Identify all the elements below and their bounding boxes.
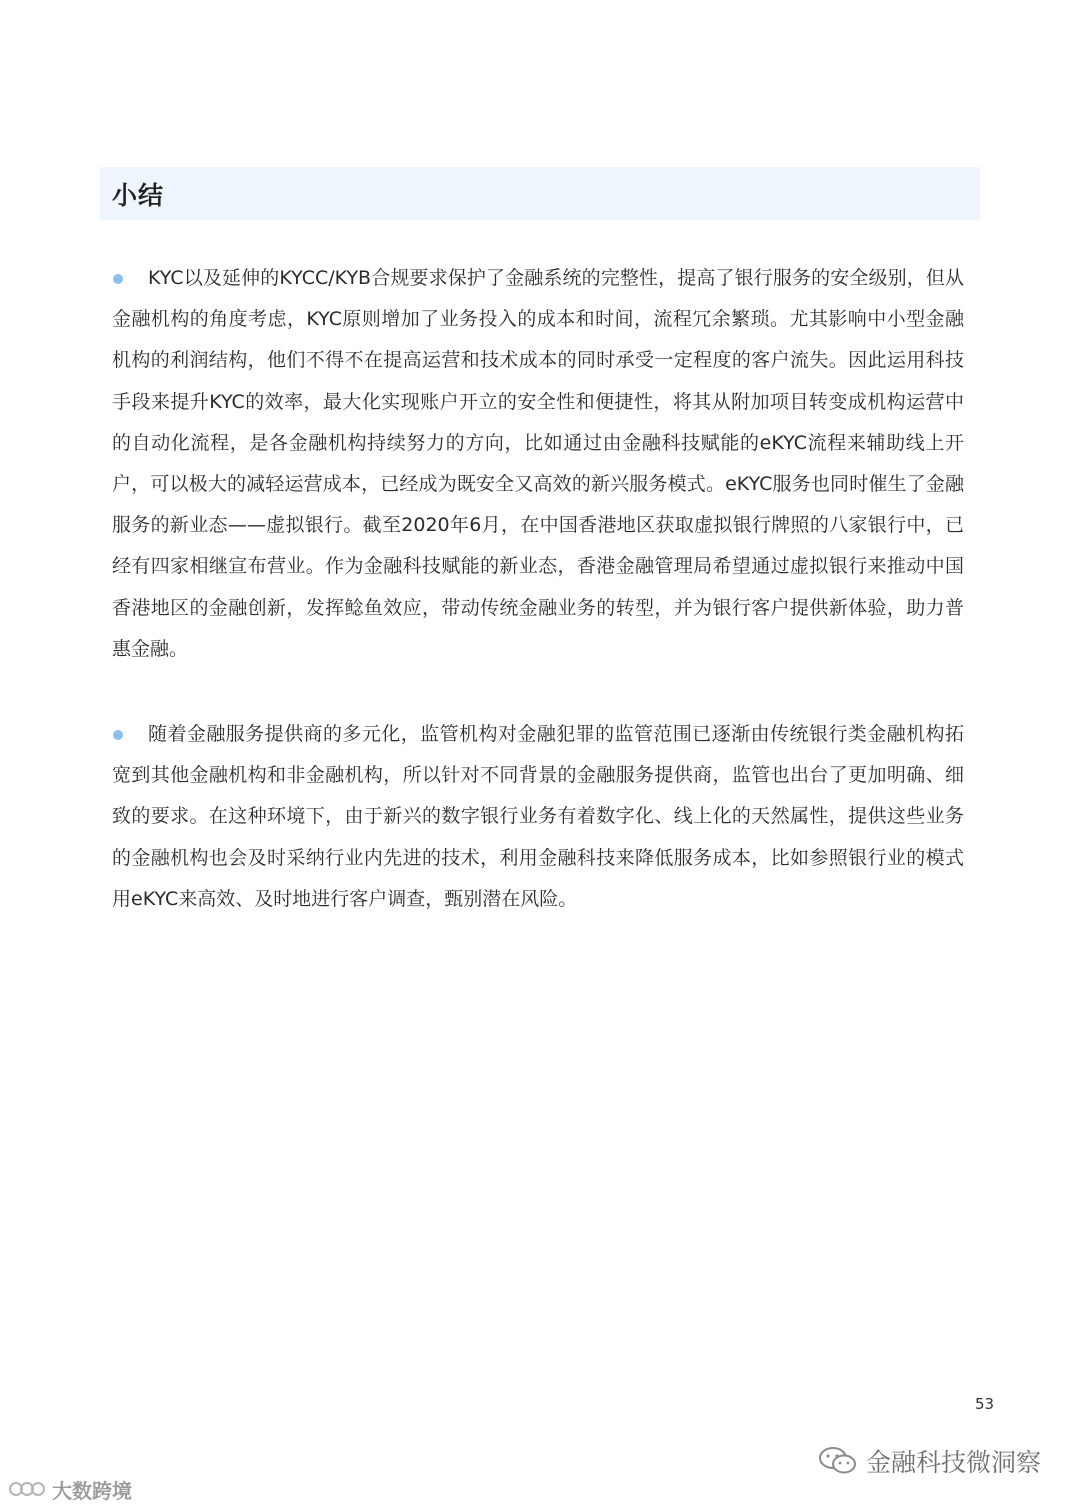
watermark-left xyxy=(8,1474,132,1504)
watermark-right-text: 金融科技微洞察 xyxy=(866,1448,1042,1477)
bullet-paragraph-1: KYC以及延伸的KYCC/KYB合规要求保护了金融系统的完整性，提高了银行服务的安全级别，但从金融机构的角度考虑，KYC原则增加了业务投入的成本和时间，流程冗余繁琐。尤其影响中小型金融机构的利润结构，他们不得不在提高运营和技术成本的同时承受一定程度的客户流失。因此运用科技手段来提升KYC的效率，最大化实现账户开立的安全性和便捷性，将其从附加项目转变成机构运营中的自动化流程，是各金融机构持续努力的方向，比如通过由金融科技赋能的eKYC流程来辅助线上开户，可以极大的减轻运营成本，已经成为既安全又高效的新兴服务模式。eKYC服务也同时催生了金融服务的新业态——虚拟银行。截至2020年6月，在中国香港地区获取虚拟银行牌照的八家银行中，已经有四家相继宣布营业。作为金融科技赋能的新业态，香港金融管理局希望通过虚拟银行来推动中国香港地区的金融创新，发挥鲶鱼效应，带动传统金融业务的转型，并为银行客户提供新体验，助力普惠金融。 xyxy=(112,267,964,660)
watermark-left-text: 大数跨境 xyxy=(52,1478,132,1503)
watermark-right xyxy=(818,1443,1041,1479)
section-title: 小结 xyxy=(112,180,165,210)
logo-icon xyxy=(8,1476,48,1502)
page-number: 53 xyxy=(975,1395,995,1413)
wechat-icon xyxy=(818,1445,858,1477)
bullet-paragraph-2: 随着金融服务提供商的多元化，监管机构对金融犯罪的监管范围已逐渐由传统银行类金融机构拓宽到其他金融机构和非金融机构，所以针对不同背景的金融服务提供商，监管也出台了更加明确、细致的要求。在这种环境下，由于新兴的数字银行业务有着数字化、线上化的天然属性，提供这些业务的金融机构也会及时采纳行业内先进的技术，利用金融科技来降低服务成本，比如参照银行业的模式用eKYC来高效、及时地进行客户调查，甄别潜在风险。 xyxy=(112,723,964,910)
section-header xyxy=(100,167,980,220)
